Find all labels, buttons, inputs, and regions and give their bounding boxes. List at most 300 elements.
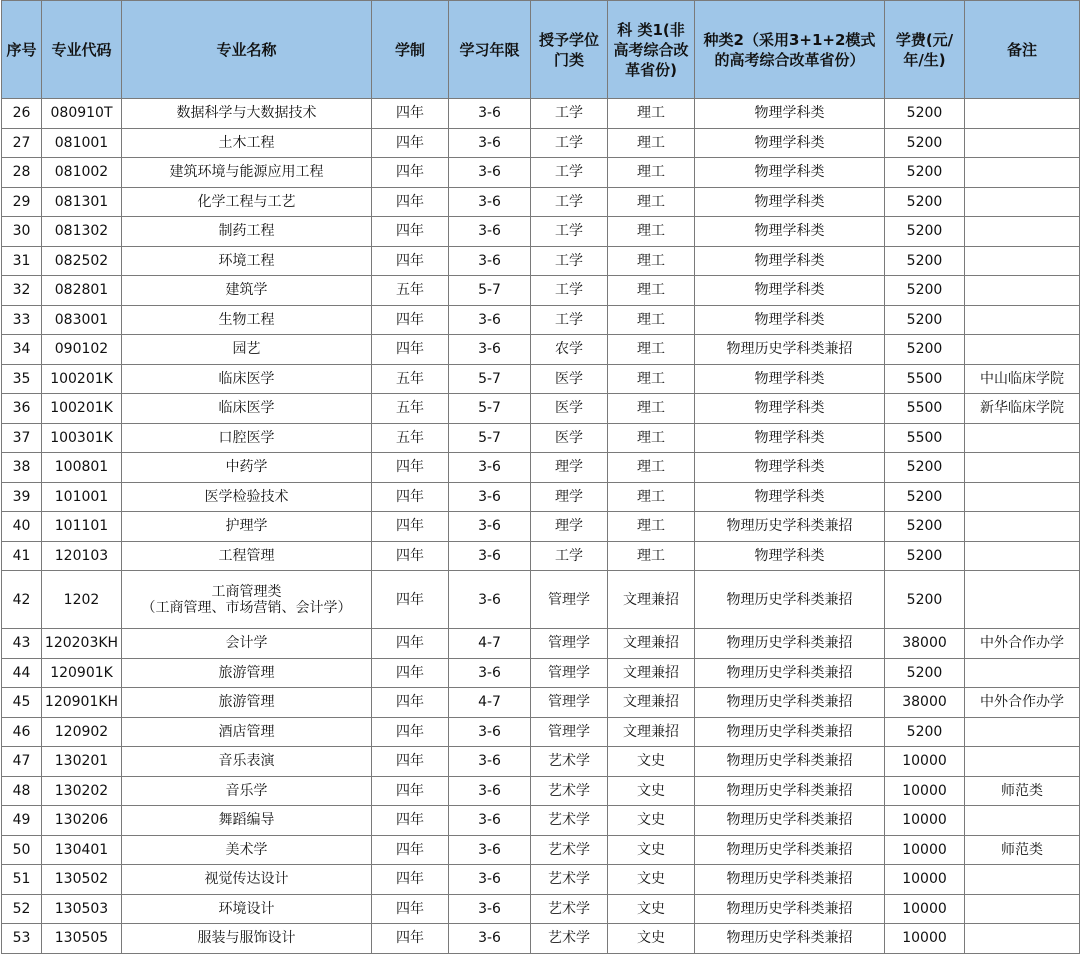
header-no [2, 1, 42, 99]
cell-category2: 物理历史学科类兼招 [695, 894, 885, 924]
cell-duration: 四年 [372, 688, 449, 718]
cell-degree: 工学 [531, 541, 608, 571]
cell-no: 43 [2, 629, 42, 659]
name-line: 化学工程与工艺 [197, 193, 296, 210]
cell-years: 3-6 [449, 894, 531, 924]
cell-category2: 物理学科类 [695, 394, 885, 424]
cell-name [122, 335, 372, 365]
cell-fee: 10000 [885, 924, 965, 954]
cell-years: 3-6 [449, 187, 531, 217]
cell-note [965, 512, 1080, 542]
cell-name [122, 128, 372, 158]
cell-category2: 物理学科类 [695, 364, 885, 394]
cell-name [122, 217, 372, 247]
cell-category1: 文史 [608, 924, 695, 954]
cell-fee: 10000 [885, 776, 965, 806]
cell-category1: 理工 [608, 305, 695, 335]
cell-note [965, 747, 1080, 777]
cell-category2: 物理历史学科类兼招 [695, 924, 885, 954]
cell-fee: 5500 [885, 394, 965, 424]
cell-years: 3-6 [449, 217, 531, 247]
cell-category2: 物理历史学科类兼招 [695, 335, 885, 365]
cell-duration: 四年 [372, 246, 449, 276]
cell-name [122, 512, 372, 542]
cell-note: 中外合作办学 [965, 688, 1080, 718]
cell-code: 101001 [42, 482, 122, 512]
cell-category1: 理工 [608, 394, 695, 424]
cell-category1: 文史 [608, 865, 695, 895]
cell-degree: 管理学 [531, 688, 608, 718]
cell-no: 29 [2, 187, 42, 217]
cell-category2: 物理学科类 [695, 158, 885, 188]
cell-no: 44 [2, 658, 42, 688]
table-row [2, 865, 1080, 895]
table-row [2, 305, 1080, 335]
header-text: 序号 [6, 40, 37, 59]
cell-duration: 四年 [372, 217, 449, 247]
cell-category2: 物理历史学科类兼招 [695, 688, 885, 718]
cell-category1: 文理兼招 [608, 629, 695, 659]
cell-fee: 5200 [885, 187, 965, 217]
header-category1 [608, 1, 695, 99]
cell-degree: 工学 [531, 158, 608, 188]
cell-note [965, 541, 1080, 571]
cell-code: 120103 [42, 541, 122, 571]
table-row [2, 747, 1080, 777]
cell-category1: 理工 [608, 423, 695, 453]
name-line: 会计学 [225, 635, 268, 652]
cell-years: 3-6 [449, 305, 531, 335]
cell-code: 100201K [42, 364, 122, 394]
cell-duration: 四年 [372, 776, 449, 806]
cell-category1: 理工 [608, 276, 695, 306]
cell-no: 51 [2, 865, 42, 895]
header-text: 备注 [1006, 40, 1037, 59]
cell-years: 3-6 [449, 482, 531, 512]
table-row [2, 629, 1080, 659]
table-row [2, 276, 1080, 306]
cell-no: 50 [2, 835, 42, 865]
header-note [965, 1, 1080, 99]
cell-category1: 理工 [608, 128, 695, 158]
cell-category2: 物理历史学科类兼招 [695, 629, 885, 659]
cell-note [965, 482, 1080, 512]
cell-duration: 四年 [372, 835, 449, 865]
cell-degree: 艺术学 [531, 894, 608, 924]
cell-duration: 四年 [372, 482, 449, 512]
table-row [2, 246, 1080, 276]
cell-name [122, 364, 372, 394]
cell-fee: 10000 [885, 806, 965, 836]
cell-name [122, 924, 372, 954]
cell-duration: 四年 [372, 128, 449, 158]
cell-duration: 四年 [372, 335, 449, 365]
cell-years: 3-6 [449, 717, 531, 747]
table-row [2, 217, 1080, 247]
cell-name [122, 99, 372, 129]
cell-code: 080910T [42, 99, 122, 129]
cell-years: 3-6 [449, 835, 531, 865]
cell-years: 3-6 [449, 335, 531, 365]
cell-degree: 管理学 [531, 658, 608, 688]
cell-years: 3-6 [449, 453, 531, 483]
cell-code: 081002 [42, 158, 122, 188]
table-row [2, 688, 1080, 718]
cell-category2: 物理历史学科类兼招 [695, 571, 885, 629]
cell-years: 3-6 [449, 658, 531, 688]
cell-years: 3-6 [449, 924, 531, 954]
cell-duration: 四年 [372, 924, 449, 954]
cell-years: 5-7 [449, 276, 531, 306]
name-line: 音乐学 [225, 782, 268, 799]
cell-duration: 四年 [372, 453, 449, 483]
cell-category1: 文理兼招 [608, 571, 695, 629]
name-line: （工商管理、市场营销、会计学） [141, 599, 352, 616]
cell-note [965, 217, 1080, 247]
header-years [449, 1, 531, 99]
name-line: 美术学 [225, 841, 268, 858]
table-row [2, 482, 1080, 512]
cell-code: 090102 [42, 335, 122, 365]
cell-category2: 物理历史学科类兼招 [695, 835, 885, 865]
cell-category1: 文理兼招 [608, 688, 695, 718]
table-row [2, 423, 1080, 453]
cell-code: 130201 [42, 747, 122, 777]
cell-years: 5-7 [449, 423, 531, 453]
cell-degree: 工学 [531, 99, 608, 129]
name-line: 园艺 [232, 341, 261, 358]
cell-fee: 5200 [885, 658, 965, 688]
name-line: 工程管理 [218, 547, 275, 564]
cell-category2: 物理历史学科类兼招 [695, 512, 885, 542]
cell-degree: 艺术学 [531, 835, 608, 865]
cell-category1: 理工 [608, 246, 695, 276]
header-text: 门类 [553, 50, 584, 69]
cell-degree: 理学 [531, 482, 608, 512]
cell-fee: 38000 [885, 629, 965, 659]
table-row [2, 571, 1080, 629]
name-line: 生物工程 [218, 311, 275, 328]
name-line: 建筑学 [225, 282, 268, 299]
cell-name [122, 541, 372, 571]
cell-note [965, 187, 1080, 217]
cell-years: 3-6 [449, 806, 531, 836]
name-line: 医学检验技术 [204, 488, 289, 505]
header-text: 学习年限 [459, 40, 520, 59]
cell-duration: 四年 [372, 658, 449, 688]
header-duration [372, 1, 449, 99]
cell-fee: 5200 [885, 158, 965, 188]
table-row [2, 717, 1080, 747]
table-row [2, 541, 1080, 571]
cell-degree: 管理学 [531, 571, 608, 629]
cell-fee: 5200 [885, 717, 965, 747]
table-row [2, 806, 1080, 836]
cell-category2: 物理学科类 [695, 276, 885, 306]
cell-name [122, 747, 372, 777]
cell-note [965, 924, 1080, 954]
cell-name [122, 865, 372, 895]
cell-degree: 医学 [531, 394, 608, 424]
name-line: 工商管理类 [211, 583, 282, 600]
cell-note: 新华临床学院 [965, 394, 1080, 424]
cell-degree: 工学 [531, 187, 608, 217]
cell-degree: 工学 [531, 246, 608, 276]
cell-code: 1202 [42, 571, 122, 629]
cell-note: 中山临床学院 [965, 364, 1080, 394]
cell-category1: 理工 [608, 364, 695, 394]
cell-category1: 文史 [608, 776, 695, 806]
table-row [2, 335, 1080, 365]
name-line: 口腔医学 [218, 429, 275, 446]
cell-fee: 10000 [885, 747, 965, 777]
cell-note [965, 305, 1080, 335]
cell-duration: 四年 [372, 99, 449, 129]
cell-note: 师范类 [965, 835, 1080, 865]
cell-category2: 物理学科类 [695, 423, 885, 453]
cell-note [965, 246, 1080, 276]
cell-duration: 五年 [372, 394, 449, 424]
cell-code: 100201K [42, 394, 122, 424]
table-row [2, 128, 1080, 158]
cell-degree: 理学 [531, 512, 608, 542]
cell-category1: 理工 [608, 453, 695, 483]
cell-years: 3-6 [449, 747, 531, 777]
table-row [2, 99, 1080, 129]
cell-category1: 理工 [608, 187, 695, 217]
table-header [2, 1, 1080, 99]
cell-no: 39 [2, 482, 42, 512]
header-text: 种类2（采用3+1+2模式 [703, 30, 876, 49]
cell-no: 42 [2, 571, 42, 629]
name-line: 环境设计 [218, 900, 275, 917]
cell-code: 082502 [42, 246, 122, 276]
cell-name [122, 276, 372, 306]
cell-fee: 5200 [885, 217, 965, 247]
cell-duration: 四年 [372, 305, 449, 335]
cell-fee: 5200 [885, 128, 965, 158]
cell-no: 47 [2, 747, 42, 777]
name-line: 土木工程 [218, 134, 275, 151]
cell-degree: 艺术学 [531, 747, 608, 777]
cell-years: 3-6 [449, 99, 531, 129]
header-degree [531, 1, 608, 99]
cell-years: 4-7 [449, 688, 531, 718]
header-text: 学制 [394, 40, 425, 59]
cell-fee: 5500 [885, 364, 965, 394]
header-code [42, 1, 122, 99]
cell-note [965, 571, 1080, 629]
table-row [2, 894, 1080, 924]
cell-degree: 医学 [531, 423, 608, 453]
cell-code: 081302 [42, 217, 122, 247]
table-body [2, 99, 1080, 954]
cell-category1: 文理兼招 [608, 658, 695, 688]
cell-code: 130502 [42, 865, 122, 895]
cell-category1: 文史 [608, 747, 695, 777]
cell-degree: 工学 [531, 276, 608, 306]
cell-category1: 理工 [608, 335, 695, 365]
name-line: 临床医学 [218, 400, 275, 417]
cell-note [965, 453, 1080, 483]
cell-category1: 理工 [608, 482, 695, 512]
header-fee [885, 1, 965, 99]
cell-code: 120901K [42, 658, 122, 688]
cell-category2: 物理历史学科类兼招 [695, 865, 885, 895]
cell-category1: 文史 [608, 835, 695, 865]
table-row [2, 187, 1080, 217]
table-row [2, 453, 1080, 483]
cell-duration: 五年 [372, 276, 449, 306]
table-row [2, 776, 1080, 806]
cell-name [122, 246, 372, 276]
cell-category1: 理工 [608, 512, 695, 542]
name-line: 数据科学与大数据技术 [176, 105, 317, 122]
cell-name [122, 806, 372, 836]
cell-years: 3-6 [449, 128, 531, 158]
cell-fee: 5200 [885, 512, 965, 542]
cell-fee: 5200 [885, 99, 965, 129]
table-row [2, 835, 1080, 865]
table-row [2, 924, 1080, 954]
cell-category2: 物理学科类 [695, 246, 885, 276]
cell-name [122, 305, 372, 335]
table-row [2, 512, 1080, 542]
cell-code: 120902 [42, 717, 122, 747]
cell-no: 26 [2, 99, 42, 129]
cell-fee: 5200 [885, 453, 965, 483]
cell-no: 53 [2, 924, 42, 954]
cell-duration: 四年 [372, 747, 449, 777]
cell-note [965, 335, 1080, 365]
cell-note [965, 717, 1080, 747]
name-line: 临床医学 [218, 370, 275, 387]
cell-code: 130202 [42, 776, 122, 806]
cell-no: 45 [2, 688, 42, 718]
cell-category1: 文史 [608, 806, 695, 836]
name-line: 舞蹈编导 [218, 812, 275, 829]
cell-code: 081001 [42, 128, 122, 158]
cell-years: 3-6 [449, 865, 531, 895]
cell-fee: 5200 [885, 571, 965, 629]
cell-years: 3-6 [449, 512, 531, 542]
cell-degree: 艺术学 [531, 924, 608, 954]
header-row [2, 1, 1080, 99]
cell-name [122, 453, 372, 483]
header-category2 [695, 1, 885, 99]
cell-years: 5-7 [449, 364, 531, 394]
cell-fee: 5200 [885, 541, 965, 571]
cell-degree: 医学 [531, 364, 608, 394]
cell-code: 130503 [42, 894, 122, 924]
cell-fee: 5200 [885, 305, 965, 335]
cell-name [122, 717, 372, 747]
cell-note [965, 894, 1080, 924]
cell-no: 28 [2, 158, 42, 188]
cell-name [122, 688, 372, 718]
cell-duration: 四年 [372, 894, 449, 924]
cell-code: 101101 [42, 512, 122, 542]
name-line: 建筑环境与能源应用工程 [169, 164, 324, 181]
cell-degree: 管理学 [531, 629, 608, 659]
cell-category1: 文理兼招 [608, 717, 695, 747]
cell-fee: 10000 [885, 835, 965, 865]
cell-name [122, 423, 372, 453]
cell-code: 130505 [42, 924, 122, 954]
cell-no: 49 [2, 806, 42, 836]
name-line: 旅游管理 [218, 694, 275, 711]
name-line: 护理学 [225, 518, 268, 535]
cell-fee: 10000 [885, 894, 965, 924]
cell-code: 100301K [42, 423, 122, 453]
cell-note [965, 423, 1080, 453]
cell-no: 35 [2, 364, 42, 394]
cell-name [122, 658, 372, 688]
cell-no: 34 [2, 335, 42, 365]
cell-note: 师范类 [965, 776, 1080, 806]
table-row [2, 364, 1080, 394]
cell-category2: 物理历史学科类兼招 [695, 717, 885, 747]
cell-category2: 物理学科类 [695, 128, 885, 158]
cell-category2: 物理学科类 [695, 541, 885, 571]
cell-no: 37 [2, 423, 42, 453]
cell-no: 41 [2, 541, 42, 571]
cell-duration: 四年 [372, 865, 449, 895]
cell-duration: 四年 [372, 158, 449, 188]
cell-degree: 管理学 [531, 717, 608, 747]
cell-degree: 工学 [531, 128, 608, 158]
cell-degree: 艺术学 [531, 865, 608, 895]
cell-duration: 四年 [372, 571, 449, 629]
cell-duration: 四年 [372, 541, 449, 571]
cell-degree: 工学 [531, 305, 608, 335]
cell-duration: 四年 [372, 512, 449, 542]
cell-category2: 物理学科类 [695, 453, 885, 483]
cell-fee: 38000 [885, 688, 965, 718]
cell-name [122, 482, 372, 512]
cell-years: 3-6 [449, 246, 531, 276]
cell-code: 100801 [42, 453, 122, 483]
cell-category2: 物理学科类 [695, 217, 885, 247]
cell-years: 3-6 [449, 541, 531, 571]
cell-no: 36 [2, 394, 42, 424]
cell-duration: 四年 [372, 717, 449, 747]
cell-duration: 四年 [372, 187, 449, 217]
cell-code: 130401 [42, 835, 122, 865]
cell-no: 33 [2, 305, 42, 335]
cell-no: 48 [2, 776, 42, 806]
cell-years: 4-7 [449, 629, 531, 659]
cell-category2: 物理历史学科类兼招 [695, 747, 885, 777]
cell-duration: 五年 [372, 423, 449, 453]
cell-code: 130206 [42, 806, 122, 836]
cell-note [965, 865, 1080, 895]
cell-category2: 物理学科类 [695, 482, 885, 512]
cell-degree: 农学 [531, 335, 608, 365]
cell-fee: 5200 [885, 276, 965, 306]
cell-note [965, 158, 1080, 188]
cell-name [122, 187, 372, 217]
cell-no: 38 [2, 453, 42, 483]
table-row [2, 158, 1080, 188]
cell-category1: 文史 [608, 894, 695, 924]
header-text: 的高考综合改革省份） [714, 50, 865, 69]
cell-note [965, 658, 1080, 688]
cell-code: 081301 [42, 187, 122, 217]
cell-category1: 理工 [608, 99, 695, 129]
cell-no: 27 [2, 128, 42, 158]
cell-name [122, 394, 372, 424]
